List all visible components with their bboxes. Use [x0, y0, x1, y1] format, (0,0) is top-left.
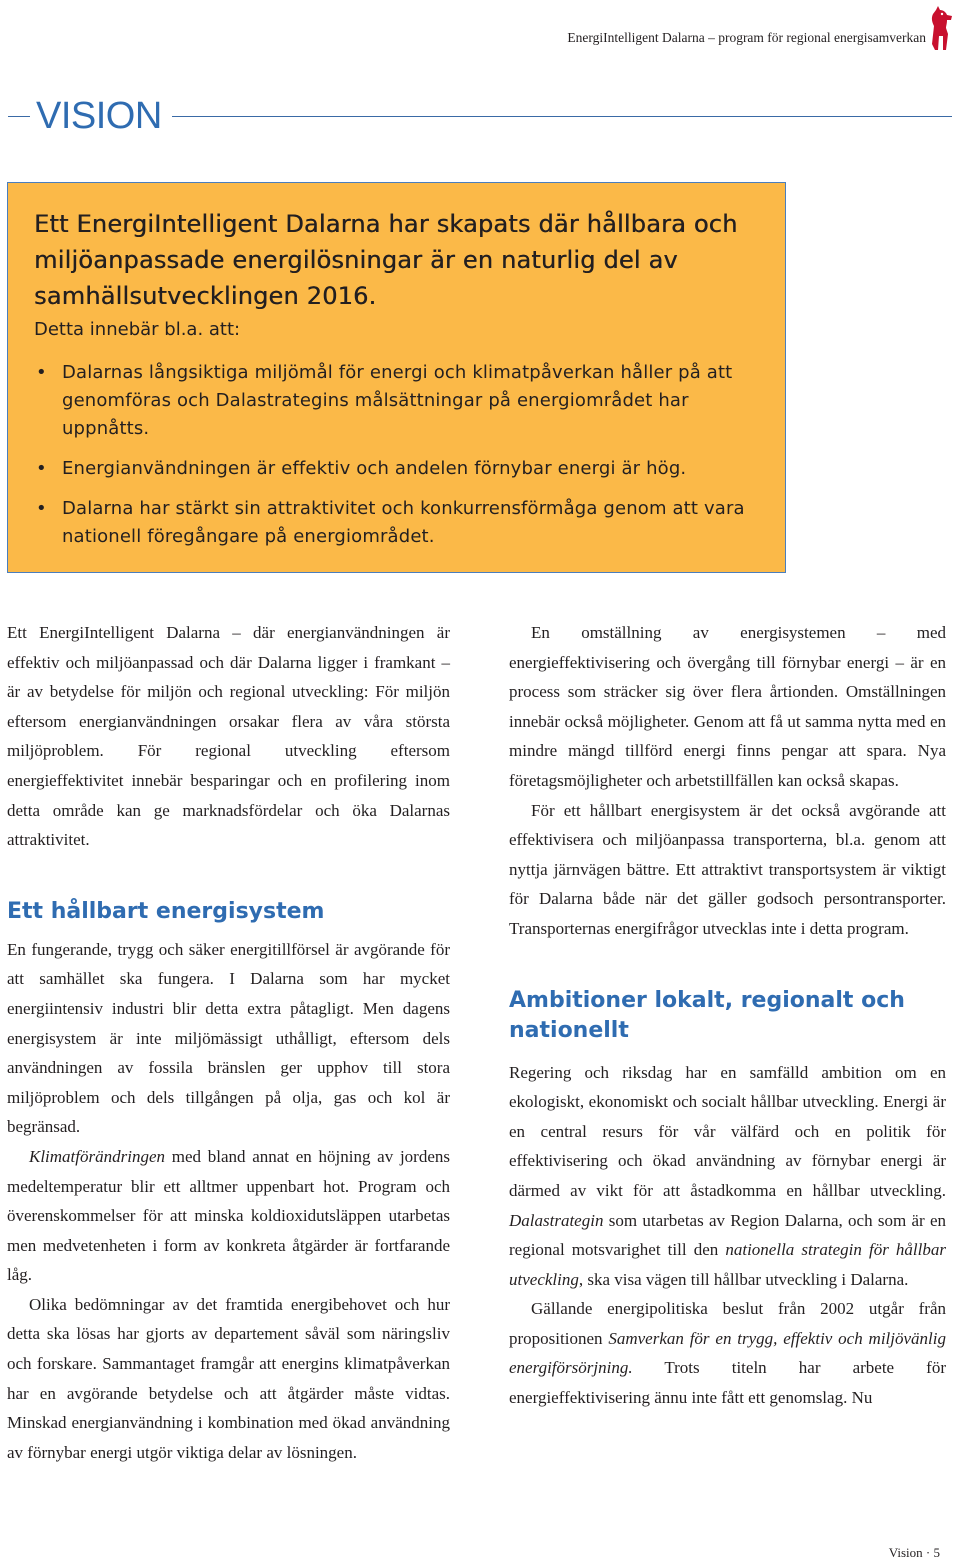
emphasis-climate-change: Klimatförändringen: [29, 1146, 166, 1166]
bullet-icon: •: [36, 362, 47, 383]
emphasis-proposition-title: Samverkan för en trygg, effektiv och miljövänlig energiförsörjning.: [509, 1328, 946, 1378]
right-paragraph-3-text-c: , ska visa vägen till hållbar utveckling i Dalarna.: [578, 1269, 909, 1289]
heading-rule-left: [8, 116, 30, 117]
list-item: [34, 495, 774, 551]
page-title: VISION: [36, 95, 162, 137]
left-column: [7, 618, 450, 1467]
right-paragraph-2: För ett hållbart energisystem är det också avgörande att effektivisera och miljöanpassa transporterna, bl.a. genom att nyttja järnvägen bättre. Ett attraktivt transportsystem är viktigt för Dalarna både när det gäller godsoch persontransporter. Transporternas energifrågor utvecklas inte i detta program.: [509, 800, 946, 938]
left-paragraph-3: [7, 1142, 450, 1290]
right-paragraph-4-text-b: Trots titeln har arbete för energieffektivisering ännu inte fått ett genomslag. Nu: [509, 1358, 946, 1408]
section-heading-energy-system: Ett hållbart energisystem: [7, 898, 325, 924]
emphasis-national-strategy: nationella strategin för hållbar utveckling: [509, 1240, 946, 1289]
dalecarlian-horse-icon: [926, 4, 956, 52]
list-item: [34, 455, 774, 483]
right-paragraph-3-text-a: Regering och riksdag har en samfälld ambition om en ekologiskt, ekonomiskt och socialt hållbar utveckling. Energi är en central resurs för vår välfärd och en politik för effektivisering och ökad användning av förnybar energi är därmed av vikt för att åstadkomma en hållbar utveckling.: [509, 1062, 946, 1200]
right-paragraph-3-text-b: som utarbetas av Region Dalarna, och som är en regional motsvarighet till den: [509, 1210, 946, 1260]
list-item: [34, 359, 774, 443]
bullet-icon: •: [36, 458, 47, 479]
vision-intro: Detta innebär bl.a. att:: [34, 319, 241, 340]
right-column: [509, 618, 946, 1413]
list-item-text: Dalarna har stärkt sin attraktivitet och konkurrensförmåga genom att vara nationell föregångare på energiområdet.: [62, 498, 745, 547]
left-paragraph-1: Ett EnergiIntelligent Dalarna – där energianvändningen är effektiv och miljöanpassad och där Dalarna ligger i framkant – är av betydelse för miljön och regional utveckling: För miljön eftersom energianvändningen orsakar flera av våra största miljöproblem. För regional utveckling eftersom energieffektivitet innebär besparingar och en profilering inom detta område kan ge marknadsfördelar och öka Dalarnas attraktivitet.: [7, 623, 450, 850]
right-paragraph-1: En omställning av energisystemen – med energieffektivisering och övergång till förnybar energi – är en process som sträcker sig över flera årtionden. Omställningen innebär också möjligheter. Genom att få ut samma nytta med en mindre mängd tillförd energi finns pengar att spara. Nya företagsmöjligheter och arbetstillfällen kan också skapas.: [509, 623, 946, 790]
vision-bullet-list: [34, 359, 774, 563]
right-paragraph-3: [509, 1058, 946, 1295]
list-item-text: Energianvändningen är effektiv och andelen förnybar energi är hög.: [62, 458, 687, 479]
emphasis-dalastrategin: Dalastrategin: [509, 1210, 604, 1230]
heading-rule-right: [172, 116, 952, 117]
list-item-text: Dalarnas långsiktiga miljömål för energi och klimatpåverkan håller på att genomföras och Dalastrategins målsättningar på energiområdet har uppnåtts.: [62, 362, 733, 439]
left-paragraph-3-text: med bland annat en höjning av jordens medeltemperatur blir ett alltmer uppenbart hot. Program och överenskommelser för att minska koldioxidutsläppen utarbetas men medvetenheten i form av konkreta åtgärder är fortfarande låg.: [7, 1146, 450, 1285]
section-heading-ambitions: Ambitioner lokalt, regionalt och nationellt: [509, 987, 905, 1043]
page-footer: Vision · 5: [888, 1545, 940, 1560]
left-paragraph-2: En fungerande, trygg och säker energitillförsel är avgörande för att samhället ska fungera. I Dalarna som har mycket energiintensiv industri blir detta extra påtagligt. Men dagens energisystem är inte miljömässigt uthålligt, eftersom dels användningen av fossila bränslen ger upphov till stora miljöproblem och dels tillgången på olja, gas och kol är begränsad.: [7, 939, 450, 1137]
vision-box: [7, 182, 786, 573]
vision-headline: Ett EnergiIntelligent Dalarna har skapats där hållbara och miljöanpassade energilösningar är en naturlig del av samhällsutvecklingen 2016.: [34, 210, 738, 310]
right-paragraph-4: [509, 1294, 946, 1412]
bullet-icon: •: [36, 498, 47, 519]
left-paragraph-4: Olika bedömningar av det framtida energibehovet och hur detta ska lösas har gjorts av departement såväl som näringsliv och forskare. Sammantaget framgår att energins klimatpåverkan har en avgörande betydelse och att åtgärder måste vidtas. Minskad energianvändning i kombination med ökad användning av förnybar energi utgör viktiga delar av lösningen.: [7, 1294, 450, 1462]
right-paragraph-4-text-a: Gällande energipolitiska beslut från 2002 utgår från propositionen: [509, 1299, 946, 1348]
running-title: EnergiIntelligent Dalarna – program för regional energisamverkan: [567, 30, 926, 45]
